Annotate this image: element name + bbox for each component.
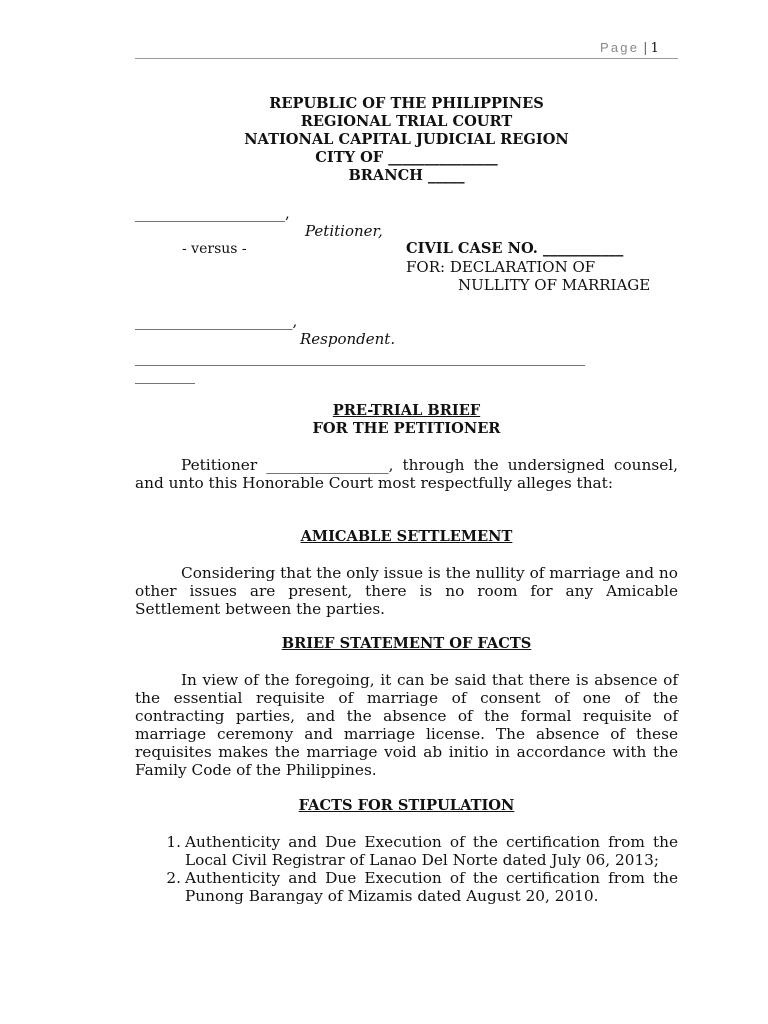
court-line-republic: REPUBLIC OF THE PHILIPPINES bbox=[269, 95, 544, 112]
versus-label: - versus - bbox=[182, 241, 247, 257]
respondent-name-blank: _____________________, bbox=[135, 312, 298, 330]
petitioner-name-blank: ____________________, bbox=[135, 204, 290, 222]
caption-rule-line2: ________ bbox=[135, 366, 195, 384]
facts-heading-text: BRIEF STATEMENT OF FACTS bbox=[281, 635, 532, 652]
intro-text: Petitioner ________________, through the undersigned counsel, and unto this Honorable Court most respectfully alleges that: bbox=[135, 456, 678, 492]
court-line-rtc: REGIONAL TRIAL COURT bbox=[300, 113, 513, 130]
caption-rule-line1: ____________________________________________________________ bbox=[135, 348, 585, 366]
intro-paragraph bbox=[135, 456, 678, 492]
page-separator: | bbox=[643, 41, 648, 56]
list-item bbox=[135, 869, 678, 905]
brief-title-text: PRE-TRIAL BRIEF bbox=[332, 402, 481, 419]
court-heading bbox=[135, 95, 678, 185]
amicable-text: Considering that the only issue is the nullity of marriage and no other issues are present, there is no room for any Amicable Settlement between the parties. bbox=[135, 564, 678, 618]
respondent-label: Respondent. bbox=[300, 330, 396, 348]
page-number-header bbox=[600, 40, 680, 56]
stipulation-list bbox=[135, 833, 678, 905]
amicable-paragraph bbox=[135, 564, 678, 618]
amicable-heading-text: AMICABLE SETTLEMENT bbox=[300, 528, 513, 545]
court-line-branch: BRANCH _____ bbox=[348, 167, 465, 184]
facts-paragraph bbox=[135, 671, 678, 779]
brief-title-line1 bbox=[135, 402, 678, 420]
list-item-text: Authenticity and Due Execution of the certification from the Punong Barangay of Mizamis dated August 20, 2010. bbox=[185, 869, 678, 905]
petitioner-label: Petitioner, bbox=[305, 222, 383, 240]
list-item-number: 2. bbox=[166, 869, 181, 887]
list-item bbox=[135, 833, 678, 869]
court-line-region: NATIONAL CAPITAL JUDICIAL REGION bbox=[244, 131, 569, 148]
case-for-line2: NULLITY OF MARRIAGE bbox=[458, 276, 651, 294]
brief-facts-heading bbox=[135, 635, 678, 653]
header-rule bbox=[135, 58, 678, 59]
civil-case-number: CIVIL CASE NO. ___________ bbox=[406, 240, 624, 257]
page-label: Page bbox=[600, 40, 640, 55]
amicable-settlement-heading bbox=[135, 528, 678, 546]
stipulation-heading-text: FACTS FOR STIPULATION bbox=[298, 797, 515, 814]
brief-title-line2: FOR THE PETITIONER bbox=[312, 420, 501, 437]
page-number: 1 bbox=[650, 41, 659, 56]
stipulation-heading bbox=[135, 797, 678, 815]
case-for-line1: FOR: DECLARATION OF bbox=[406, 258, 596, 276]
list-item-text: Authenticity and Due Execution of the certification from the Local Civil Registrar of Lanao Del Norte dated July 06, 2013; bbox=[185, 833, 678, 869]
facts-text: In view of the foregoing, it can be said that there is absence of the essential requisite of marriage of consent of one of the contracting parties, and the absence of the formal requisite of marriage ceremony and marriage license. The absence of these requisites makes the marriage void ab initio in accordance with the Family Code of the Philippines. bbox=[135, 671, 678, 779]
list-item-number: 1. bbox=[166, 833, 181, 851]
court-line-city: CITY OF _______________ bbox=[315, 149, 498, 166]
